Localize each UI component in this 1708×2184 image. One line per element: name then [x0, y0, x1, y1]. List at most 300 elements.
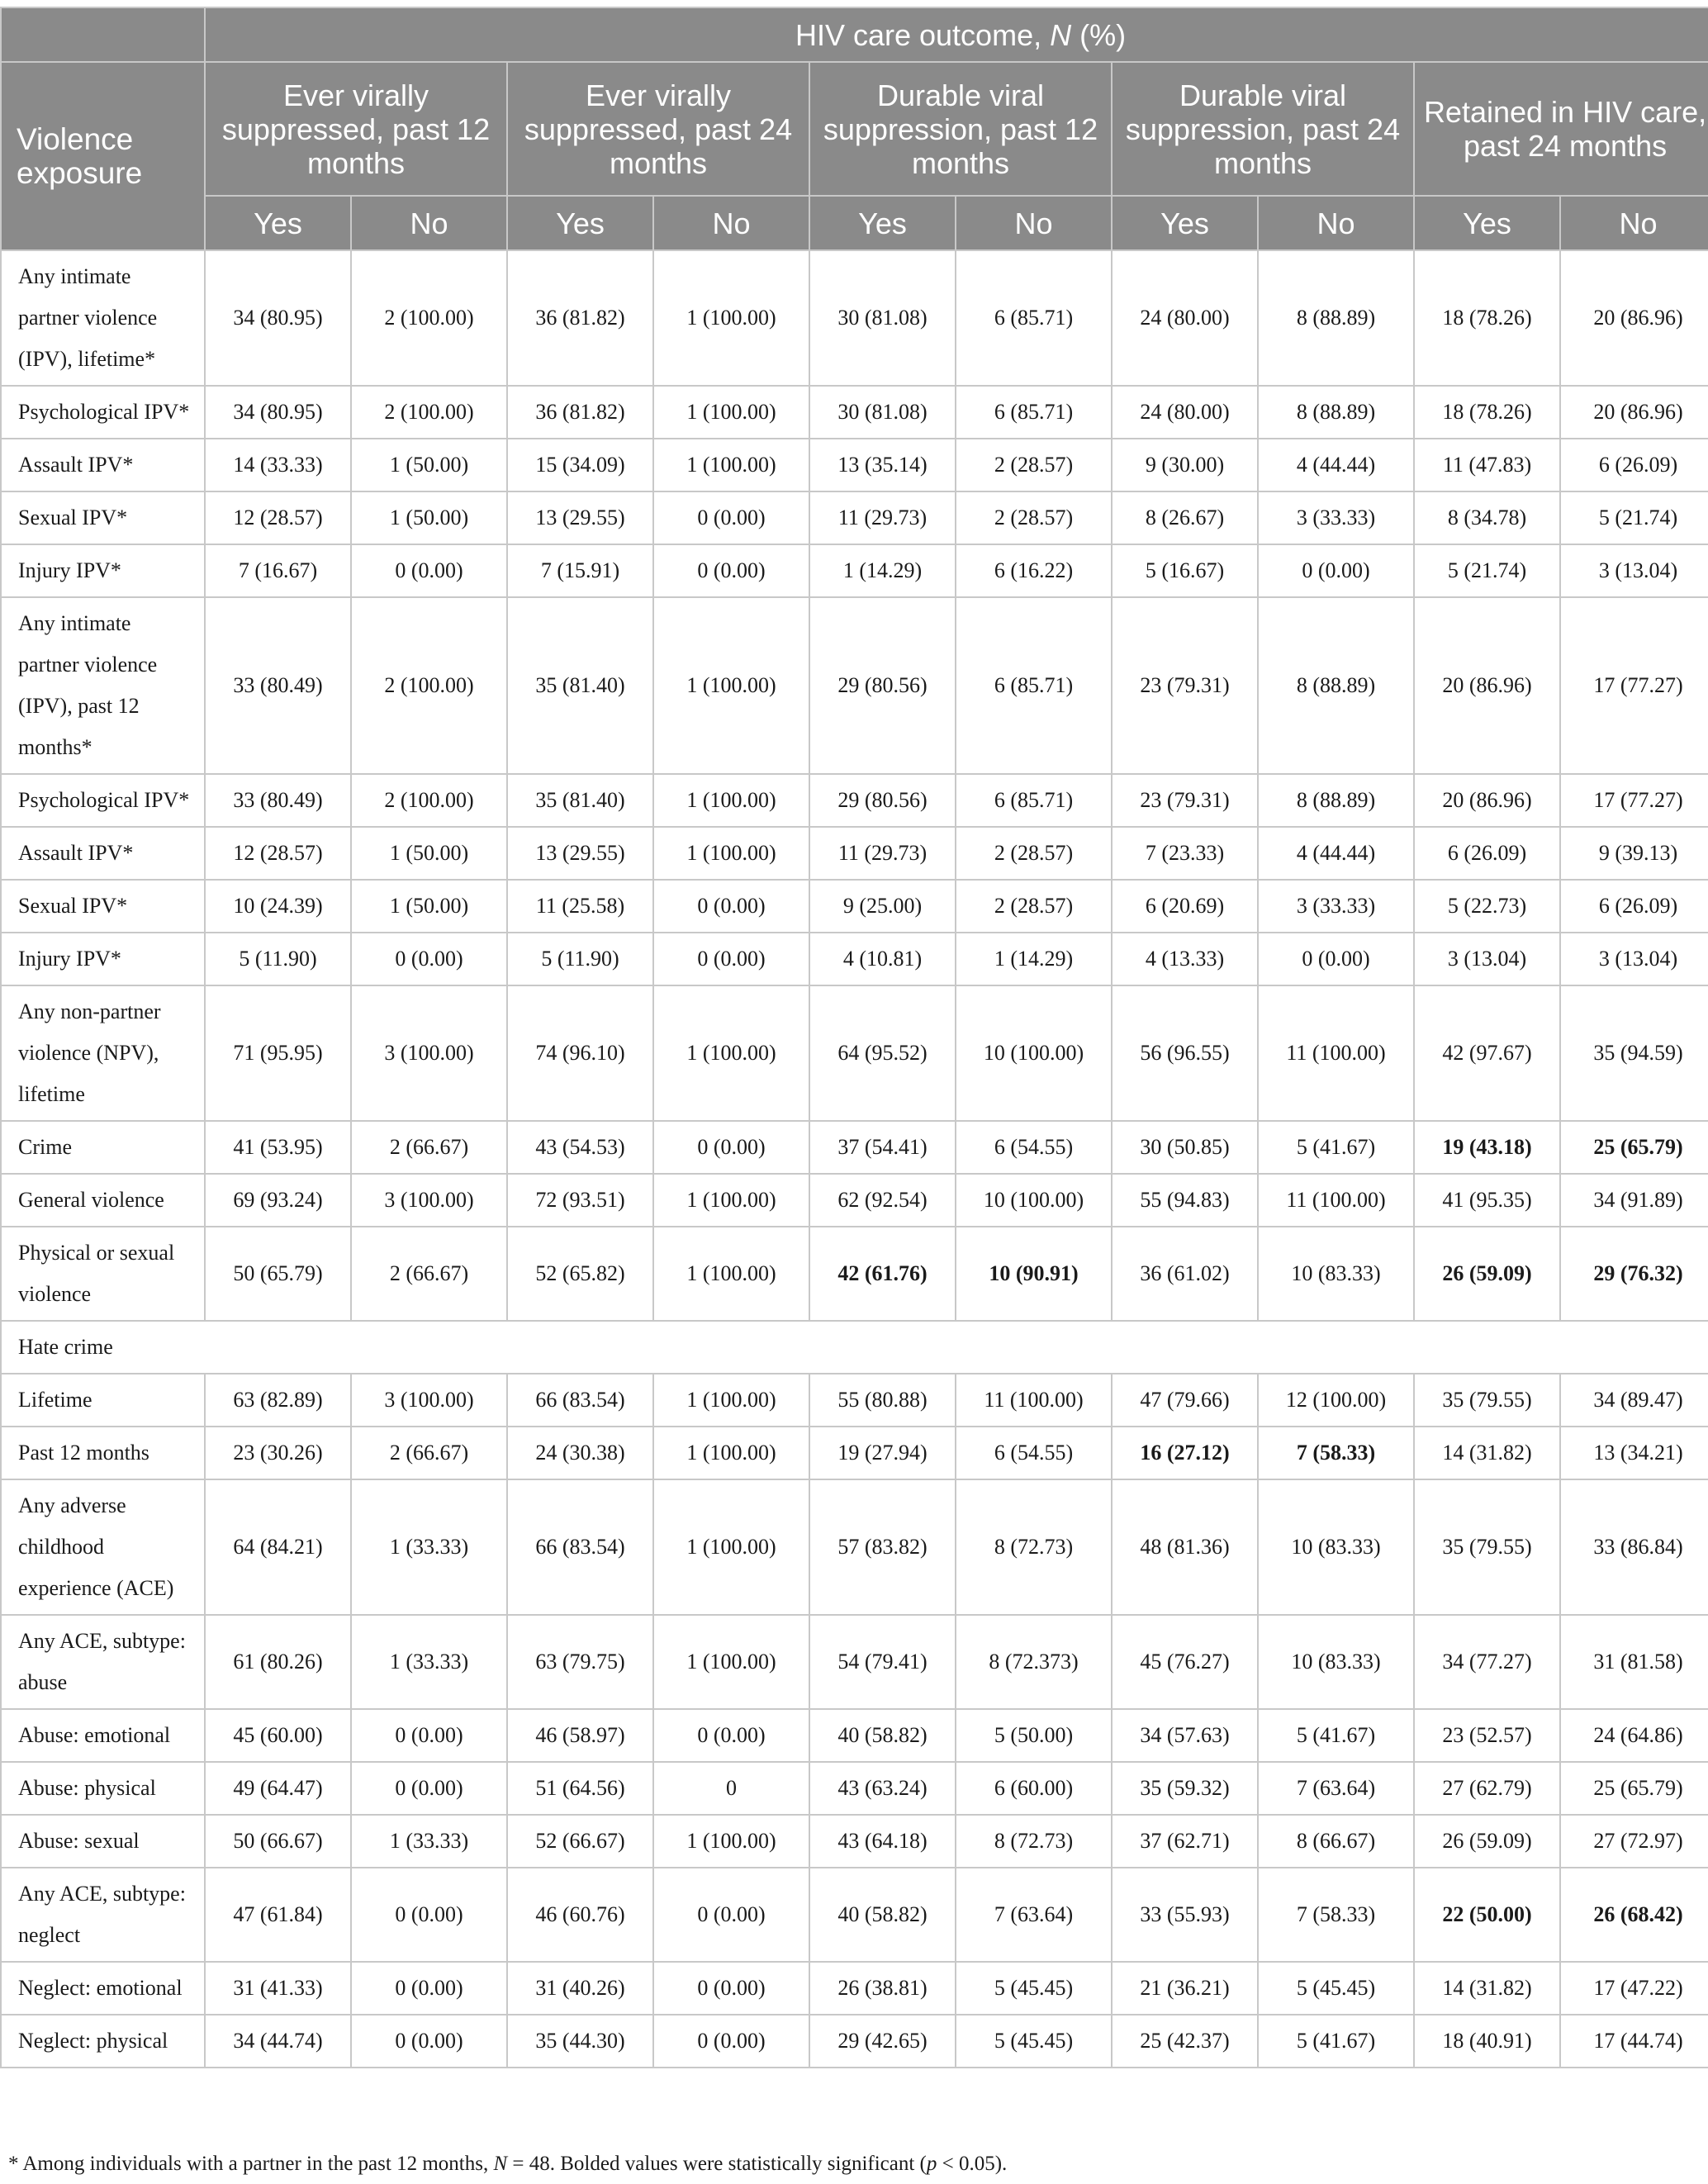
- table-row: [1, 597, 1708, 774]
- no-value-cell: 1 (50.00): [351, 880, 507, 933]
- yes-value-cell: 66 (83.54): [507, 1479, 653, 1615]
- no-value-cell: 6 (26.09): [1560, 880, 1708, 933]
- yes-value-cell: 30 (81.08): [809, 386, 956, 439]
- row-label: Any intimate partner violence (IPV), lifetime*: [1, 250, 205, 386]
- no-value-cell: 7 (58.33): [1258, 1868, 1414, 1962]
- row-label: Any adverse childhood experience (ACE): [1, 1479, 205, 1615]
- row-label: Past 12 months: [1, 1427, 205, 1479]
- yes-value-cell: 9 (30.00): [1112, 439, 1258, 491]
- yes-value-cell: 12 (28.57): [205, 827, 351, 880]
- yes-value-cell: 26 (38.81): [809, 1962, 956, 2015]
- yes-value-cell: 43 (54.53): [507, 1121, 653, 1174]
- yes-value-cell: 63 (82.89): [205, 1374, 351, 1427]
- yes-value-cell: 34 (57.63): [1112, 1709, 1258, 1762]
- table-row: [1, 1762, 1708, 1815]
- yes-value-cell: 33 (55.93): [1112, 1868, 1258, 1962]
- no-value-cell: 10 (83.33): [1258, 1479, 1414, 1615]
- yes-value-cell: 24 (80.00): [1112, 386, 1258, 439]
- no-value-cell: 2 (28.57): [956, 880, 1112, 933]
- yes-value-cell: 18 (40.91): [1414, 2015, 1560, 2068]
- no-value-cell: 0 (0.00): [351, 544, 507, 597]
- no-value-cell: 0 (0.00): [351, 1868, 507, 1962]
- yes-value-cell: 14 (33.33): [205, 439, 351, 491]
- no-value-cell: 5 (45.45): [1258, 1962, 1414, 2015]
- no-value-cell: 13 (34.21): [1560, 1427, 1708, 1479]
- no-value-cell: 0 (0.00): [653, 491, 809, 544]
- yes-value-cell: 27 (62.79): [1414, 1762, 1560, 1815]
- no-value-cell: 2 (28.57): [956, 491, 1112, 544]
- no-value-cell: 1 (33.33): [351, 1615, 507, 1709]
- yes-value-cell: 52 (66.67): [507, 1815, 653, 1868]
- yes-value-cell: 13 (29.55): [507, 491, 653, 544]
- no-value-cell: 0 (0.00): [351, 2015, 507, 2068]
- group-header: Durable viral suppression, past 24 months: [1112, 62, 1414, 196]
- no-value-cell: 29 (76.32): [1560, 1227, 1708, 1321]
- yes-value-cell: 14 (31.82): [1414, 1962, 1560, 2015]
- no-value-cell: 6 (26.09): [1560, 439, 1708, 491]
- yes-value-cell: 55 (94.83): [1112, 1174, 1258, 1227]
- table-row: [1, 985, 1708, 1121]
- table-row: [1, 774, 1708, 827]
- yes-value-cell: 36 (61.02): [1112, 1227, 1258, 1321]
- table-row: [1, 1815, 1708, 1868]
- yes-value-cell: 20 (86.96): [1414, 774, 1560, 827]
- row-label: Injury IPV*: [1, 544, 205, 597]
- row-label: Neglect: physical: [1, 2015, 205, 2068]
- table-row: [1, 1479, 1708, 1615]
- no-value-cell: 10 (100.00): [956, 1174, 1112, 1227]
- yes-value-cell: 62 (92.54): [809, 1174, 956, 1227]
- yes-value-cell: 43 (64.18): [809, 1815, 956, 1868]
- yes-value-cell: 40 (58.82): [809, 1709, 956, 1762]
- outcome-title: HIV care outcome, N (%): [205, 7, 1708, 62]
- no-value-cell: 6 (85.71): [956, 386, 1112, 439]
- no-header: No: [1560, 196, 1708, 250]
- no-value-cell: 17 (47.22): [1560, 1962, 1708, 2015]
- no-value-cell: 6 (85.71): [956, 250, 1112, 386]
- no-value-cell: 2 (100.00): [351, 250, 507, 386]
- no-value-cell: 10 (90.91): [956, 1227, 1112, 1321]
- row-label: Any ACE, subtype: abuse: [1, 1615, 205, 1709]
- no-value-cell: 1 (33.33): [351, 1815, 507, 1868]
- row-label: Abuse: physical: [1, 1762, 205, 1815]
- yes-value-cell: 7 (23.33): [1112, 827, 1258, 880]
- no-value-cell: 10 (100.00): [956, 985, 1112, 1121]
- table-row: [1, 491, 1708, 544]
- no-value-cell: 3 (100.00): [351, 1174, 507, 1227]
- no-value-cell: 0 (0.00): [653, 880, 809, 933]
- no-value-cell: 0: [653, 1762, 809, 1815]
- no-value-cell: 24 (64.86): [1560, 1709, 1708, 1762]
- yes-value-cell: 23 (79.31): [1112, 597, 1258, 774]
- yes-value-cell: 22 (50.00): [1414, 1868, 1560, 1962]
- yes-value-cell: 21 (36.21): [1112, 1962, 1258, 2015]
- yes-value-cell: 40 (58.82): [809, 1868, 956, 1962]
- no-value-cell: 10 (83.33): [1258, 1227, 1414, 1321]
- yes-value-cell: 7 (15.91): [507, 544, 653, 597]
- no-value-cell: 17 (77.27): [1560, 597, 1708, 774]
- yes-value-cell: 41 (95.35): [1414, 1174, 1560, 1227]
- yes-value-cell: 52 (65.82): [507, 1227, 653, 1321]
- row-label: Any intimate partner violence (IPV), past 12 months*: [1, 597, 205, 774]
- yes-value-cell: 46 (58.97): [507, 1709, 653, 1762]
- no-value-cell: 1 (50.00): [351, 827, 507, 880]
- table-row: [1, 386, 1708, 439]
- no-value-cell: 1 (50.00): [351, 439, 507, 491]
- table-row: [1, 1374, 1708, 1427]
- yes-value-cell: 64 (84.21): [205, 1479, 351, 1615]
- row-label: Any non-partner violence (NPV), lifetime: [1, 985, 205, 1121]
- no-value-cell: 1 (100.00): [653, 1174, 809, 1227]
- yes-value-cell: 34 (44.74): [205, 2015, 351, 2068]
- table-row: [1, 1868, 1708, 1962]
- yes-value-cell: 6 (26.09): [1414, 827, 1560, 880]
- yes-value-cell: 31 (40.26): [507, 1962, 653, 2015]
- no-value-cell: 0 (0.00): [351, 1709, 507, 1762]
- no-value-cell: 3 (13.04): [1560, 933, 1708, 985]
- yes-value-cell: 12 (28.57): [205, 491, 351, 544]
- yes-value-cell: 1 (14.29): [809, 544, 956, 597]
- yes-header: Yes: [1414, 196, 1560, 250]
- no-value-cell: 1 (33.33): [351, 1479, 507, 1615]
- section-row: [1, 1321, 1708, 1374]
- yes-value-cell: 11 (29.73): [809, 827, 956, 880]
- table-row: [1, 250, 1708, 386]
- yes-value-cell: 45 (76.27): [1112, 1615, 1258, 1709]
- yes-header: Yes: [205, 196, 351, 250]
- yes-value-cell: 19 (43.18): [1414, 1121, 1560, 1174]
- no-value-cell: 11 (100.00): [1258, 985, 1414, 1121]
- no-value-cell: 7 (58.33): [1258, 1427, 1414, 1479]
- yes-value-cell: 16 (27.12): [1112, 1427, 1258, 1479]
- no-value-cell: 8 (72.73): [956, 1479, 1112, 1615]
- yes-value-cell: 36 (81.82): [507, 250, 653, 386]
- row-label: General violence: [1, 1174, 205, 1227]
- row-label: Neglect: emotional: [1, 1962, 205, 2015]
- no-value-cell: 33 (86.84): [1560, 1479, 1708, 1615]
- no-value-cell: 3 (33.33): [1258, 880, 1414, 933]
- no-value-cell: 4 (44.44): [1258, 827, 1414, 880]
- yes-header: Yes: [809, 196, 956, 250]
- table-footnote: * Among individuals with a partner in the past 12 months, N = 48. Bolded values were statistically significant (p < 0.05).: [8, 2153, 1008, 2175]
- no-value-cell: 8 (66.67): [1258, 1815, 1414, 1868]
- no-value-cell: 17 (44.74): [1560, 2015, 1708, 2068]
- no-value-cell: 1 (100.00): [653, 386, 809, 439]
- yes-value-cell: 54 (79.41): [809, 1615, 956, 1709]
- table-row: [1, 1121, 1708, 1174]
- no-value-cell: 5 (50.00): [956, 1709, 1112, 1762]
- yes-value-cell: 5 (11.90): [507, 933, 653, 985]
- table-row: [1, 439, 1708, 491]
- yes-value-cell: 35 (81.40): [507, 597, 653, 774]
- no-value-cell: 34 (89.47): [1560, 1374, 1708, 1427]
- no-value-cell: 5 (41.67): [1258, 1121, 1414, 1174]
- yes-value-cell: 14 (31.82): [1414, 1427, 1560, 1479]
- no-value-cell: 0 (0.00): [1258, 933, 1414, 985]
- yes-header: Yes: [1112, 196, 1258, 250]
- yes-value-cell: 5 (22.73): [1414, 880, 1560, 933]
- no-value-cell: 7 (63.64): [1258, 1762, 1414, 1815]
- row-label: Injury IPV*: [1, 933, 205, 985]
- group-header: Durable viral suppression, past 12 months: [809, 62, 1112, 196]
- yes-value-cell: 37 (62.71): [1112, 1815, 1258, 1868]
- yes-value-cell: 35 (79.55): [1414, 1479, 1560, 1615]
- no-value-cell: 0 (0.00): [653, 1709, 809, 1762]
- no-value-cell: 8 (88.89): [1258, 386, 1414, 439]
- no-value-cell: 26 (68.42): [1560, 1868, 1708, 1962]
- yes-value-cell: 18 (78.26): [1414, 386, 1560, 439]
- no-value-cell: 12 (100.00): [1258, 1374, 1414, 1427]
- yes-value-cell: 34 (77.27): [1414, 1615, 1560, 1709]
- no-value-cell: 11 (100.00): [956, 1374, 1112, 1427]
- no-value-cell: 0 (0.00): [653, 2015, 809, 2068]
- yes-value-cell: 50 (65.79): [205, 1227, 351, 1321]
- yes-value-cell: 35 (79.55): [1414, 1374, 1560, 1427]
- yes-value-cell: 42 (61.76): [809, 1227, 956, 1321]
- yes-header: Yes: [507, 196, 653, 250]
- yes-value-cell: 25 (42.37): [1112, 2015, 1258, 2068]
- no-value-cell: 5 (41.67): [1258, 1709, 1414, 1762]
- yes-value-cell: 5 (11.90): [205, 933, 351, 985]
- yes-value-cell: 5 (21.74): [1414, 544, 1560, 597]
- no-value-cell: 8 (88.89): [1258, 250, 1414, 386]
- no-value-cell: 34 (91.89): [1560, 1174, 1708, 1227]
- yes-value-cell: 51 (64.56): [507, 1762, 653, 1815]
- no-value-cell: 1 (100.00): [653, 1815, 809, 1868]
- yes-value-cell: 3 (13.04): [1414, 933, 1560, 985]
- stub-header: Violence exposure: [1, 62, 205, 250]
- no-value-cell: 35 (94.59): [1560, 985, 1708, 1121]
- row-label: Physical or sexual violence: [1, 1227, 205, 1321]
- no-value-cell: 5 (41.67): [1258, 2015, 1414, 2068]
- yes-value-cell: 33 (80.49): [205, 774, 351, 827]
- no-value-cell: 0 (0.00): [351, 1762, 507, 1815]
- row-label: Psychological IPV*: [1, 386, 205, 439]
- no-value-cell: 0 (0.00): [1258, 544, 1414, 597]
- yes-value-cell: 26 (59.09): [1414, 1815, 1560, 1868]
- no-value-cell: 2 (28.57): [956, 827, 1112, 880]
- no-value-cell: 11 (100.00): [1258, 1174, 1414, 1227]
- table-row: [1, 1174, 1708, 1227]
- yes-value-cell: 26 (59.09): [1414, 1227, 1560, 1321]
- table-body: [1, 250, 1708, 2068]
- yes-value-cell: 15 (34.09): [507, 439, 653, 491]
- no-value-cell: 5 (21.74): [1560, 491, 1708, 544]
- yes-value-cell: 42 (97.67): [1414, 985, 1560, 1121]
- no-header: No: [653, 196, 809, 250]
- yes-value-cell: 8 (34.78): [1414, 491, 1560, 544]
- no-value-cell: 8 (72.373): [956, 1615, 1112, 1709]
- no-value-cell: 3 (100.00): [351, 985, 507, 1121]
- yes-value-cell: 46 (60.76): [507, 1868, 653, 1962]
- no-value-cell: 1 (100.00): [653, 1615, 809, 1709]
- no-value-cell: 20 (86.96): [1560, 250, 1708, 386]
- no-value-cell: 8 (72.73): [956, 1815, 1112, 1868]
- yes-value-cell: 55 (80.88): [809, 1374, 956, 1427]
- row-label: Assault IPV*: [1, 439, 205, 491]
- yes-value-cell: 34 (80.95): [205, 250, 351, 386]
- yes-value-cell: 71 (95.95): [205, 985, 351, 1121]
- yes-value-cell: 24 (80.00): [1112, 250, 1258, 386]
- no-header: No: [1258, 196, 1414, 250]
- yes-value-cell: 45 (60.00): [205, 1709, 351, 1762]
- group-header: Ever virally suppressed, past 12 months: [205, 62, 507, 196]
- no-value-cell: 1 (100.00): [653, 1427, 809, 1479]
- no-value-cell: 1 (14.29): [956, 933, 1112, 985]
- table-row: [1, 1962, 1708, 2015]
- table-row: [1, 544, 1708, 597]
- no-value-cell: 1 (100.00): [653, 250, 809, 386]
- yes-value-cell: 61 (80.26): [205, 1615, 351, 1709]
- yes-value-cell: 63 (79.75): [507, 1615, 653, 1709]
- table-row: [1, 2015, 1708, 2068]
- no-value-cell: 3 (100.00): [351, 1374, 507, 1427]
- no-value-cell: 6 (85.71): [956, 774, 1112, 827]
- no-value-cell: 9 (39.13): [1560, 827, 1708, 880]
- no-value-cell: 1 (100.00): [653, 439, 809, 491]
- yes-value-cell: 48 (81.36): [1112, 1479, 1258, 1615]
- yes-value-cell: 4 (13.33): [1112, 933, 1258, 985]
- yes-value-cell: 8 (26.67): [1112, 491, 1258, 544]
- no-value-cell: 1 (100.00): [653, 1479, 809, 1615]
- no-value-cell: 4 (44.44): [1258, 439, 1414, 491]
- no-value-cell: 2 (100.00): [351, 774, 507, 827]
- row-label: Assault IPV*: [1, 827, 205, 880]
- no-value-cell: 8 (88.89): [1258, 597, 1414, 774]
- yes-value-cell: 7 (16.67): [205, 544, 351, 597]
- table-row: [1, 933, 1708, 985]
- no-value-cell: 5 (45.45): [956, 2015, 1112, 2068]
- yes-value-cell: 50 (66.67): [205, 1815, 351, 1868]
- yes-value-cell: 30 (50.85): [1112, 1121, 1258, 1174]
- yes-value-cell: 29 (42.65): [809, 2015, 956, 2068]
- no-value-cell: 25 (65.79): [1560, 1121, 1708, 1174]
- yes-value-cell: 36 (81.82): [507, 386, 653, 439]
- yes-value-cell: 35 (59.32): [1112, 1762, 1258, 1815]
- yes-value-cell: 29 (80.56): [809, 597, 956, 774]
- yes-value-cell: 35 (44.30): [507, 2015, 653, 2068]
- no-value-cell: 0 (0.00): [653, 1962, 809, 2015]
- no-value-cell: 1 (50.00): [351, 491, 507, 544]
- table-row: [1, 1615, 1708, 1709]
- yes-value-cell: 56 (96.55): [1112, 985, 1258, 1121]
- yes-value-cell: 66 (83.54): [507, 1374, 653, 1427]
- no-value-cell: 3 (13.04): [1560, 544, 1708, 597]
- row-label: Abuse: sexual: [1, 1815, 205, 1868]
- section-label: Hate crime: [1, 1321, 1708, 1374]
- yes-value-cell: 72 (93.51): [507, 1174, 653, 1227]
- yes-value-cell: 20 (86.96): [1414, 597, 1560, 774]
- no-value-cell: 2 (28.57): [956, 439, 1112, 491]
- no-value-cell: 1 (100.00): [653, 985, 809, 1121]
- row-label: Any ACE, subtype: neglect: [1, 1868, 205, 1962]
- table-header: [1, 7, 1708, 250]
- no-value-cell: 6 (85.71): [956, 597, 1112, 774]
- data-table: [0, 7, 1708, 2068]
- yes-value-cell: 35 (81.40): [507, 774, 653, 827]
- no-value-cell: 10 (83.33): [1258, 1615, 1414, 1709]
- no-value-cell: 0 (0.00): [351, 1962, 507, 2015]
- no-header: No: [351, 196, 507, 250]
- yes-value-cell: 47 (61.84): [205, 1868, 351, 1962]
- no-value-cell: 1 (100.00): [653, 1227, 809, 1321]
- no-value-cell: 0 (0.00): [653, 544, 809, 597]
- yes-value-cell: 69 (93.24): [205, 1174, 351, 1227]
- yes-value-cell: 31 (41.33): [205, 1962, 351, 2015]
- no-value-cell: 1 (100.00): [653, 597, 809, 774]
- yes-value-cell: 6 (20.69): [1112, 880, 1258, 933]
- yes-value-cell: 29 (80.56): [809, 774, 956, 827]
- yes-value-cell: 4 (10.81): [809, 933, 956, 985]
- header-corner: [1, 7, 205, 62]
- group-header: Retained in HIV care, past 24 months: [1414, 62, 1708, 196]
- no-value-cell: 31 (81.58): [1560, 1615, 1708, 1709]
- yes-value-cell: 74 (96.10): [507, 985, 653, 1121]
- yes-value-cell: 19 (27.94): [809, 1427, 956, 1479]
- no-value-cell: 2 (66.67): [351, 1427, 507, 1479]
- yes-value-cell: 33 (80.49): [205, 597, 351, 774]
- no-header: No: [956, 196, 1112, 250]
- no-value-cell: 5 (45.45): [956, 1962, 1112, 2015]
- table-row: [1, 1427, 1708, 1479]
- no-value-cell: 8 (88.89): [1258, 774, 1414, 827]
- no-value-cell: 2 (100.00): [351, 386, 507, 439]
- yes-value-cell: 49 (64.47): [205, 1762, 351, 1815]
- no-value-cell: 6 (60.00): [956, 1762, 1112, 1815]
- row-label: Psychological IPV*: [1, 774, 205, 827]
- no-value-cell: 1 (100.00): [653, 827, 809, 880]
- yes-value-cell: 64 (95.52): [809, 985, 956, 1121]
- yes-value-cell: 9 (25.00): [809, 880, 956, 933]
- yes-value-cell: 11 (47.83): [1414, 439, 1560, 491]
- yes-value-cell: 24 (30.38): [507, 1427, 653, 1479]
- yes-value-cell: 23 (79.31): [1112, 774, 1258, 827]
- table-row: [1, 827, 1708, 880]
- no-value-cell: 2 (100.00): [351, 597, 507, 774]
- no-value-cell: 0 (0.00): [351, 933, 507, 985]
- yes-value-cell: 41 (53.95): [205, 1121, 351, 1174]
- yes-value-cell: 23 (30.26): [205, 1427, 351, 1479]
- no-value-cell: 0 (0.00): [653, 1868, 809, 1962]
- no-value-cell: 0 (0.00): [653, 933, 809, 985]
- no-value-cell: 6 (16.22): [956, 544, 1112, 597]
- row-label: Crime: [1, 1121, 205, 1174]
- row-label: Lifetime: [1, 1374, 205, 1427]
- yes-value-cell: 23 (52.57): [1414, 1709, 1560, 1762]
- group-header: Ever virally suppressed, past 24 months: [507, 62, 809, 196]
- yes-value-cell: 30 (81.08): [809, 250, 956, 386]
- row-label: Sexual IPV*: [1, 880, 205, 933]
- no-value-cell: 0 (0.00): [653, 1121, 809, 1174]
- yes-value-cell: 13 (29.55): [507, 827, 653, 880]
- yes-value-cell: 11 (25.58): [507, 880, 653, 933]
- yes-value-cell: 34 (80.95): [205, 386, 351, 439]
- yes-value-cell: 5 (16.67): [1112, 544, 1258, 597]
- yes-value-cell: 37 (54.41): [809, 1121, 956, 1174]
- no-value-cell: 3 (33.33): [1258, 491, 1414, 544]
- yes-value-cell: 10 (24.39): [205, 880, 351, 933]
- row-label: Abuse: emotional: [1, 1709, 205, 1762]
- yes-value-cell: 13 (35.14): [809, 439, 956, 491]
- no-value-cell: 27 (72.97): [1560, 1815, 1708, 1868]
- table-row: [1, 880, 1708, 933]
- no-value-cell: 6 (54.55): [956, 1427, 1112, 1479]
- no-value-cell: 1 (100.00): [653, 1374, 809, 1427]
- no-value-cell: 2 (66.67): [351, 1121, 507, 1174]
- no-value-cell: 20 (86.96): [1560, 386, 1708, 439]
- table-row: [1, 1709, 1708, 1762]
- no-value-cell: 25 (65.79): [1560, 1762, 1708, 1815]
